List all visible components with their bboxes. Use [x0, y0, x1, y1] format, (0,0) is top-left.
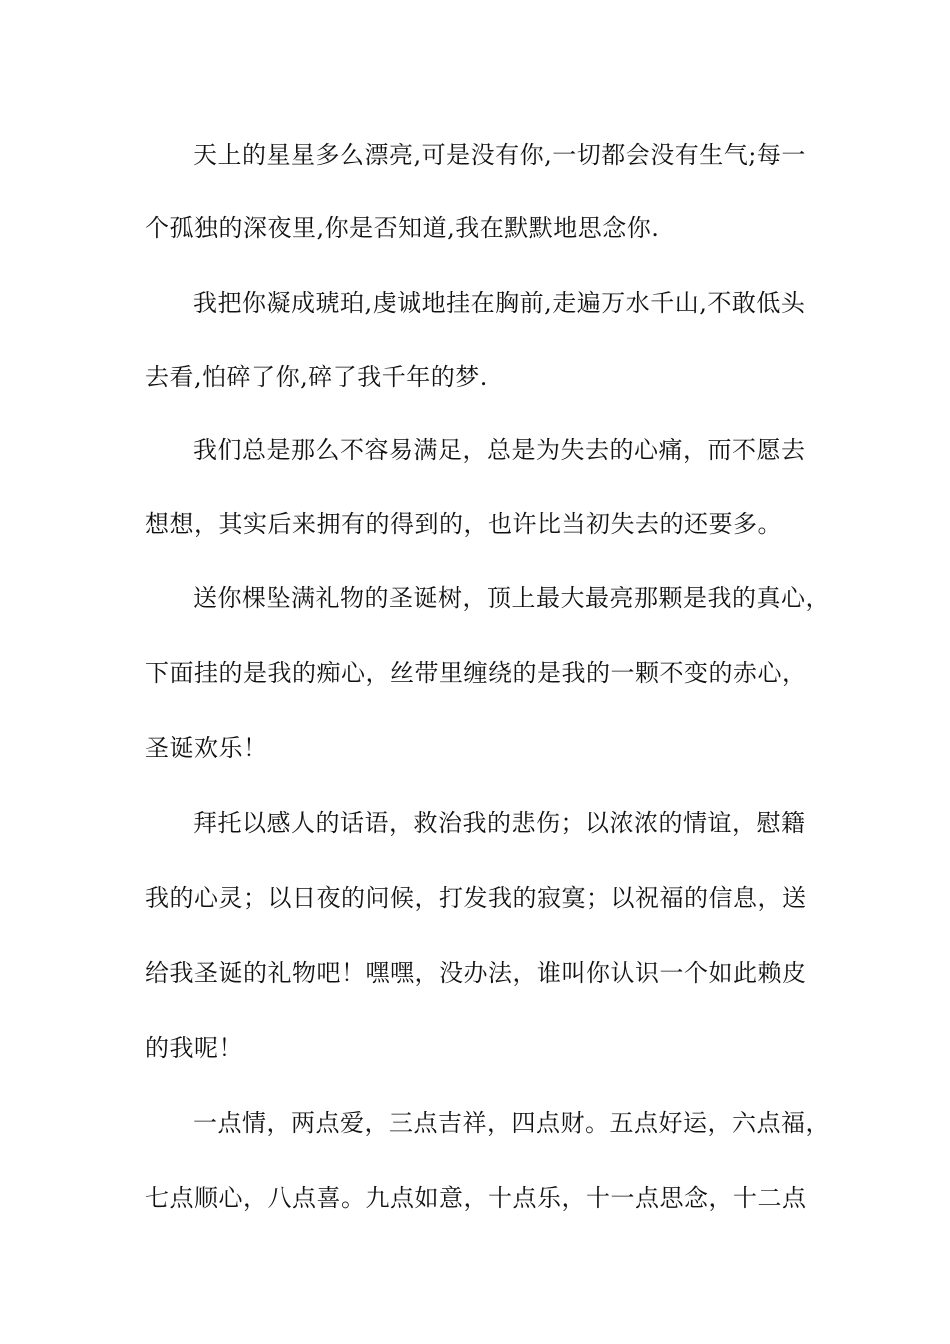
paragraph-2-line-2: 去看,怕碎了你,碎了我千年的梦.	[145, 363, 488, 391]
paragraph-4-line-3: 圣诞欢乐！	[145, 734, 268, 762]
paragraph-1-line-2: 个孤独的深夜里,你是否知道,我在默默地思念你.	[145, 214, 660, 242]
paragraph-6-line-2: 七点顺心，八点喜。九点如意，十点乐，十一点思念，十二点	[145, 1184, 807, 1212]
paragraph-2-line-1: 我把你凝成琥珀,虔诚地挂在胸前,走遍万水千山,不敢低头	[193, 289, 806, 317]
paragraph-5-line-1: 拜托以感人的话语，救治我的悲伤；以浓浓的情谊，慰籍	[193, 809, 806, 837]
paragraph-3-line-2: 想想，其实后来拥有的得到的，也许比当初失去的还要多。	[145, 510, 782, 538]
paragraph-3-line-1: 我们总是那么不容易满足，总是为失去的心痛，而不愿去	[193, 436, 806, 464]
paragraph-5-line-3: 给我圣诞的礼物吧！嘿嘿，没办法，谁叫你认识一个如此赖皮	[145, 959, 807, 987]
paragraph-4-line-1: 送你棵坠满礼物的圣诞树，顶上最大最亮那颗是我的真心，	[193, 584, 830, 612]
paragraph-6-line-1: 一点情，两点爱，三点吉祥，四点财。五点好运，六点福，	[193, 1109, 830, 1137]
paragraph-1-line-1: 天上的星星多么漂亮,可是没有你,一切都会没有生气;每一	[193, 141, 806, 169]
paragraph-4-line-2: 下面挂的是我的痴心，丝带里缠绕的是我的一颗不变的赤心，	[145, 659, 807, 687]
paragraph-5-line-4: 的我呢！	[145, 1034, 243, 1062]
paragraph-5-line-2: 我的心灵；以日夜的问候，打发我的寂寞；以祝福的信息，送	[145, 884, 807, 912]
